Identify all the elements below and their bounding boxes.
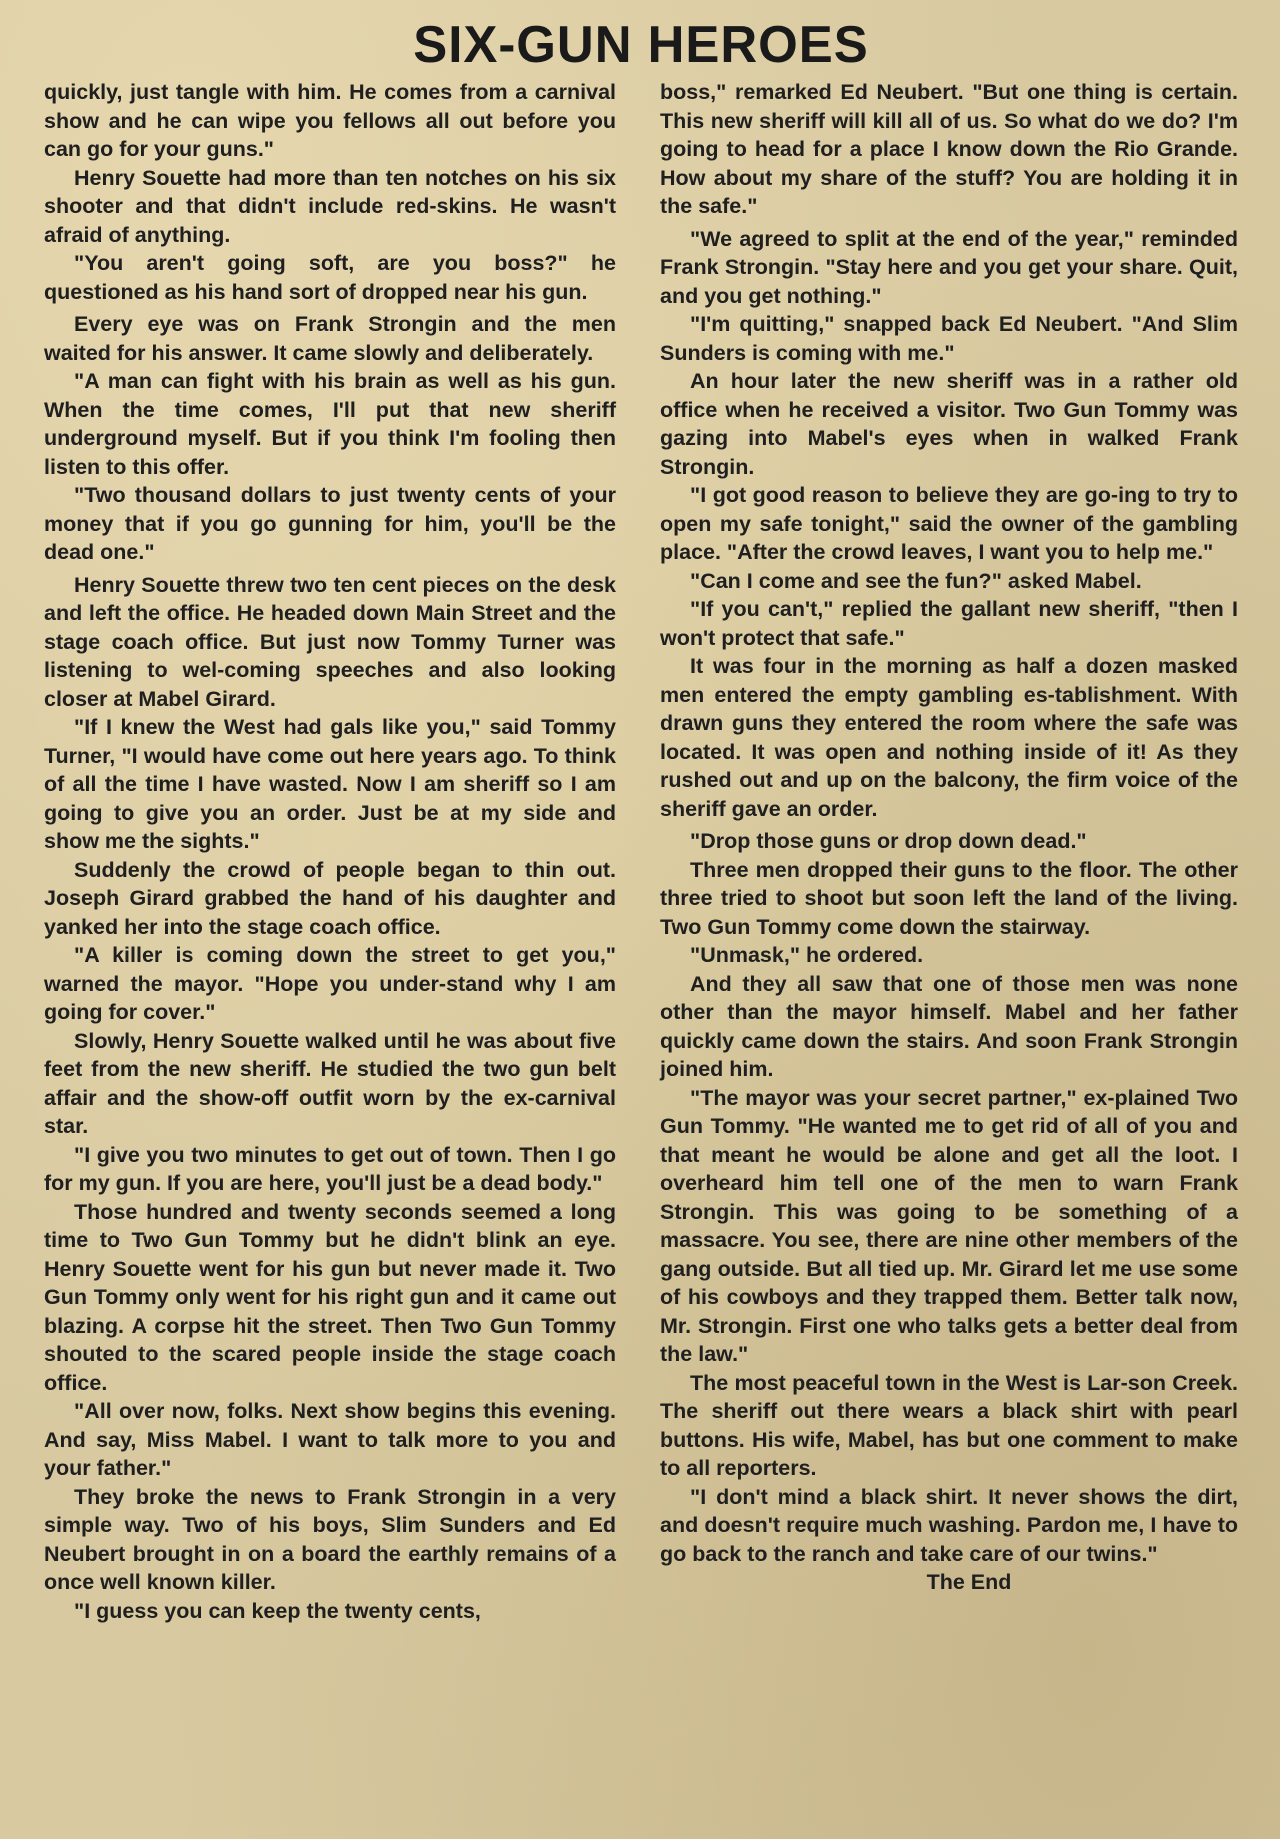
paragraph: The most peaceful town in the West is Lar-son Creek. The sheriff out there wears a black shirt with pearl buttons. His wife, Mabel, has but one comment to make to all reporters. <box>660 1370 1238 1480</box>
paragraph: And they all saw that one of those men was none other than the mayor himself. Mabel and her father quickly came down the stairs. And soon Frank Strongin joined him. <box>660 971 1238 1081</box>
paragraph: "I give you two minutes to get out of town. Then I go for my gun. If you are here, you'll just be a dead body." <box>44 1142 616 1195</box>
paragraph: Slowly, Henry Souette walked until he was about five feet from the new sheriff. He studied the two gun belt affair and the show-off outfit worn by the ex-carnival star. <box>44 1028 616 1138</box>
paragraph: Henry Souette threw two ten cent pieces on the desk and left the office. He headed down Main Street and the stage coach office. But just now Tommy Turner was listening to wel-coming speeches and also looking closer at Mabel Girard. <box>44 572 616 711</box>
right-column <box>660 78 1238 1823</box>
paragraph: boss," remarked Ed Neubert. "But one thing is certain. This new sheriff will kill all of us. So what do we do? I'm going to head for a place I know down the Rio Grande. How about my share of the stuff? You are holding it in the safe." <box>660 80 1238 218</box>
text-columns <box>44 78 1238 1823</box>
paragraph: "I don't mind a black shirt. It never shows the dirt, and doesn't require much washing. Pardon me, I have to go back to the ranch and take care of our twins." <box>660 1484 1238 1566</box>
paragraph: quickly, just tangle with him. He comes from a carnival show and he can wipe you fellows all out before you can go for your guns." <box>44 80 616 161</box>
left-column <box>44 78 616 1823</box>
paragraph: "If I knew the West had gals like you," said Tommy Turner, "I would have come out here years ago. To think of all the time I have wasted. Now I am sheriff so I am going to give you an order. Just be at my side and show me the sights." <box>44 715 616 853</box>
paragraph: "I got good reason to believe they are go-ing to try to open my safe tonight," said the owner of the gambling place. "After the crowd leaves, I want you to help me." <box>660 483 1238 564</box>
paragraph: An hour later the new sheriff was in a rather old office when he received a visitor. Two Gun Tommy was gazing into Mabel's eyes when in walked Frank Strongin. <box>660 369 1238 479</box>
paragraph: "Can I come and see the fun?" asked Mabel. <box>690 568 1142 593</box>
page-title: SIX-GUN HEROES <box>413 16 869 74</box>
paragraph: It was four in the morning as half a dozen masked men entered the empty gambling es-tablishment. With drawn guns they entered the room where the safe was located. It was open and nothing inside of it! As they rushed out and up on the balcony, the firm voice of the sheriff gave an order. <box>660 654 1238 821</box>
paragraph: "We agreed to split at the end of the year," reminded Frank Strongin. "Stay here and you get your share. Quit, and you get nothing." <box>660 226 1238 308</box>
paragraph: Every eye was on Frank Strongin and the men waited for his answer. It came slowly and deliberately. <box>44 312 616 365</box>
paragraph: "If you can't," replied the gallant new sheriff, "then I won't protect that safe." <box>660 597 1238 650</box>
paragraph: "Unmask," he ordered. <box>690 943 924 967</box>
paragraph: Henry Souette had more than ten notches on his six shooter and that didn't include red-skins. He wasn't afraid of anything. <box>44 165 616 247</box>
paragraph: Three men dropped their guns to the floor. The other three tried to shoot but soon left the land of the living. Two Gun Tommy come down the stairway. <box>660 857 1238 939</box>
paragraph: "The mayor was your secret partner," ex-plained Two Gun Tommy. "He wanted me to get rid of all of you and that meant he would be alone and get all the loot. I overheard him tell one of the men to warn Frank Strongin. This was going to be something of a massacre. You see, there are nine other members of the gang outside. But all tied up. Mr. Girard let me use some of his cowboys and they trapped them. Better talk now, Mr. Strongin. First one who talks gets a better deal from the law." <box>660 1085 1238 1366</box>
paragraph: Those hundred and twenty seconds seemed a long time to Two Gun Tommy but he didn't blink an eye. Henry Souette went for his gun but never made it. Two Gun Tommy only went for his right gun and it came out blazing. A corpse hit the street. Then Two Gun Tommy shouted to the scared people inside the stage coach office. <box>44 1199 616 1395</box>
paragraph: "A killer is coming down the street to get you," warned the mayor. "Hope you under-stand why I am going for cover." <box>44 943 616 1024</box>
paragraph: "I guess you can keep the twenty cents, <box>74 1598 481 1623</box>
paragraph: "Two thousand dollars to just twenty cents of your money that if you go gunning for him, you'll be the dead one." <box>44 483 616 564</box>
paragraph: "You aren't going soft, are you boss?" he questioned as his hand sort of dropped near his gun. <box>44 251 616 304</box>
paragraph: "Drop those guns or drop down dead." <box>690 829 1087 853</box>
paragraph: "A man can fight with his brain as well as his gun. When the time comes, I'll put that new sheriff underground myself. But if you think I'm fooling then listen to this offer. <box>44 369 616 479</box>
paragraph: They broke the news to Frank Strongin in a very simple way. Two of his boys, Slim Sunders and Ed Neubert brought in on a board the earthly remains of a once well known killer. <box>44 1484 616 1594</box>
the-end-label: The End <box>926 1570 1012 1594</box>
paragraph: "I'm quitting," snapped back Ed Neubert. "And Slim Sunders is coming with me." <box>660 312 1238 365</box>
paragraph: "All over now, folks. Next show begins this evening. And say, Miss Mabel. I want to talk more to you and your father." <box>44 1399 616 1480</box>
paragraph: Suddenly the crowd of people began to thin out. Joseph Girard grabbed the hand of his daughter and yanked her into the stage coach office. <box>44 857 616 939</box>
